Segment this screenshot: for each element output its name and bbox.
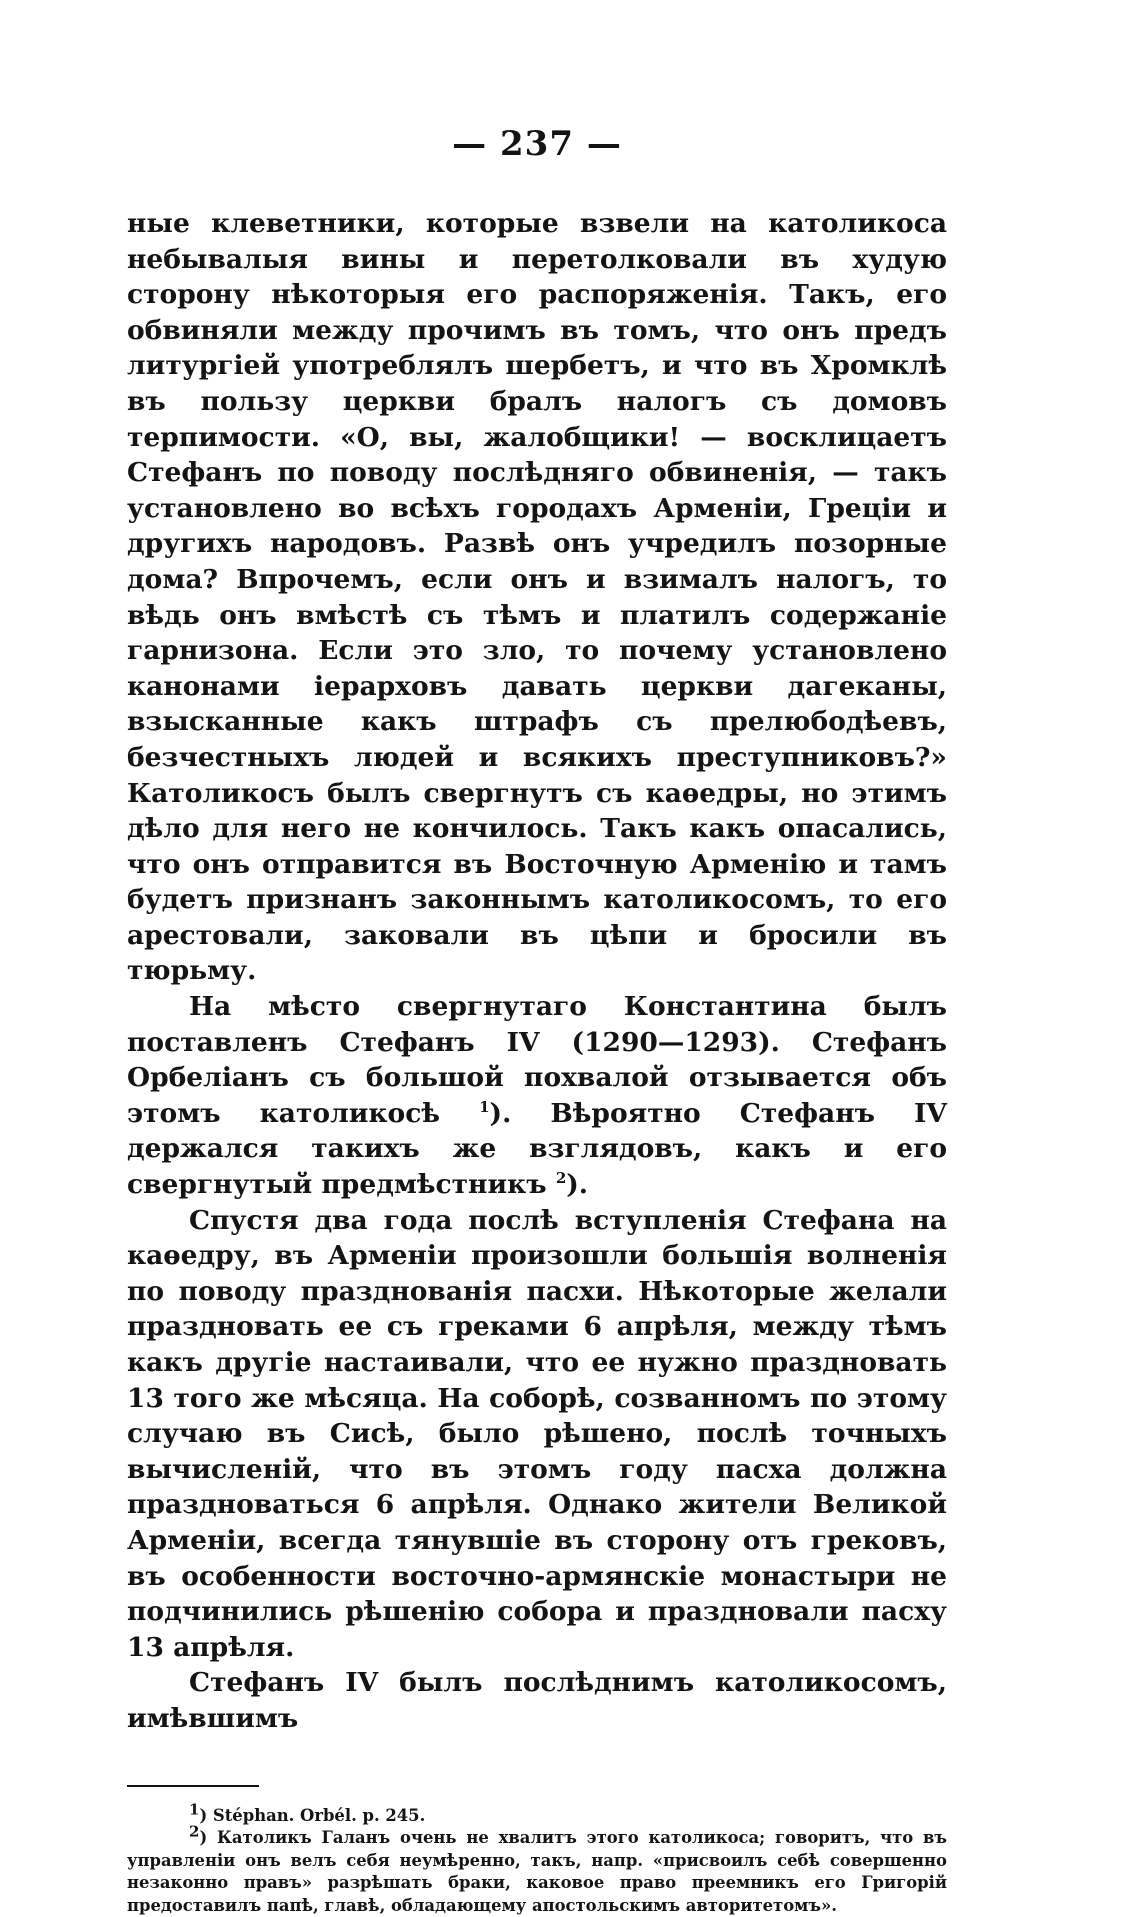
paragraph-continuation: ные клеветники, которые взвели на католикоса небывалыя вины и перетолковали въ худую сторону нѣкоторыя его распоряженія. Такъ, его обвиняли между прочимъ въ томъ, что онъ предъ литургіей употреблялъ шербетъ, и что въ Хромклѣ въ пользу церкви бралъ налогъ съ домовъ терпимости. «О, вы, жалобщики! — восклицаетъ Стефанъ по поводу послѣдняго обвиненія, — такъ установлено во всѣхъ городахъ Арменіи, Греціи и другихъ народовъ. Развѣ онъ учредилъ позорные дома? Впрочемъ, если онъ и взималъ налогъ, то вѣдь онъ вмѣстѣ съ тѣмъ и платилъ содержаніе гарнизона. Если это зло, то почему установлено канонами іерарховъ давать церкви дагеканы, взысканные какъ штрафъ съ прелюбодѣевъ, безчестныхъ людей и всякихъ преступниковъ?» Католикосъ былъ свергнутъ съ каѳедры, но этимъ дѣло для него не кончилось. Такъ какъ опасались, что онъ отправится въ Восточную Арменію и тамъ будетъ признанъ законнымъ католикосомъ, то его арестовали, заковали въ цѣпи и бросили въ тюрьму. [127, 208, 947, 987]
footnote-mark-1: 1 [189, 1800, 200, 1819]
main-text [127, 206, 947, 1737]
footnote-2 [127, 1822, 947, 1917]
paragraph-last: Стефанъ IV былъ послѣднимъ католикосомъ, имѣвшимъ [127, 1667, 947, 1734]
footnote-ref-2: 2 [555, 1169, 567, 1188]
paragraph-easter: Спустя два года послѣ вступленія Стефана на каѳедру, въ Арменіи произошли большія волненія по поводу празднованія пасхи. Нѣкоторые желали праздновать ее съ греками 6 апрѣля, между тѣмъ какъ другіе настаивали, что ее нужно праздновать 13 того же мѣсяца. На соборѣ, созванномъ по этому случаю въ Сисѣ, было рѣшено, послѣ точныхъ вычисленій, что въ этомъ году пасха должна праздноваться 6 апрѣля. Однако жители Великой Арменіи, всегда тянувшіе въ сторону отъ грековъ, въ особенности восточно-армянскіе монастыри не подчинились рѣшенію собора и праздновали пасху 13 апрѣля. [127, 1204, 947, 1663]
book-page [127, 110, 947, 1917]
paragraph-text-part: ). Вѣроятно Стефанъ IV держался такихъ же взглядовъ, какъ и его свергнутый предмѣстникъ [127, 1097, 947, 1201]
footnote-ref-1: 1 [479, 1098, 490, 1117]
paragraph-text-part: На мѣсто свергнутаго Константина былъ поставленъ Стефанъ IV (1290—1293). Стефанъ Орбеліанъ съ большой похвалой отзывается объ этомъ католикосѣ [127, 991, 947, 1129]
paragraph-stephen-iv [127, 989, 947, 1203]
footnote-mark-2: 2 [189, 1822, 200, 1841]
footnote-1 [127, 1800, 947, 1828]
footnote-divider [127, 1785, 259, 1787]
paragraph-text-part: ). [566, 1169, 589, 1201]
footnote-text-1: ) Stéphan. Orbél. p. 245. [199, 1805, 426, 1825]
page-number: — 237 — [452, 124, 622, 164]
footnotes [127, 1800, 947, 1917]
footnote-text-2: ) Католикъ Галанъ очень не хвалитъ этого католикоса; говоритъ, что въ управленіи онъ велъ себя неумѣренно, такъ, напр. «присвоилъ себѣ совершенно незаконно правъ» разрѣшать браки, каковое право преемникъ его Григорій предоставилъ папѣ, главѣ, обладающему апостольскимъ авторитетомъ». [127, 1828, 947, 1915]
